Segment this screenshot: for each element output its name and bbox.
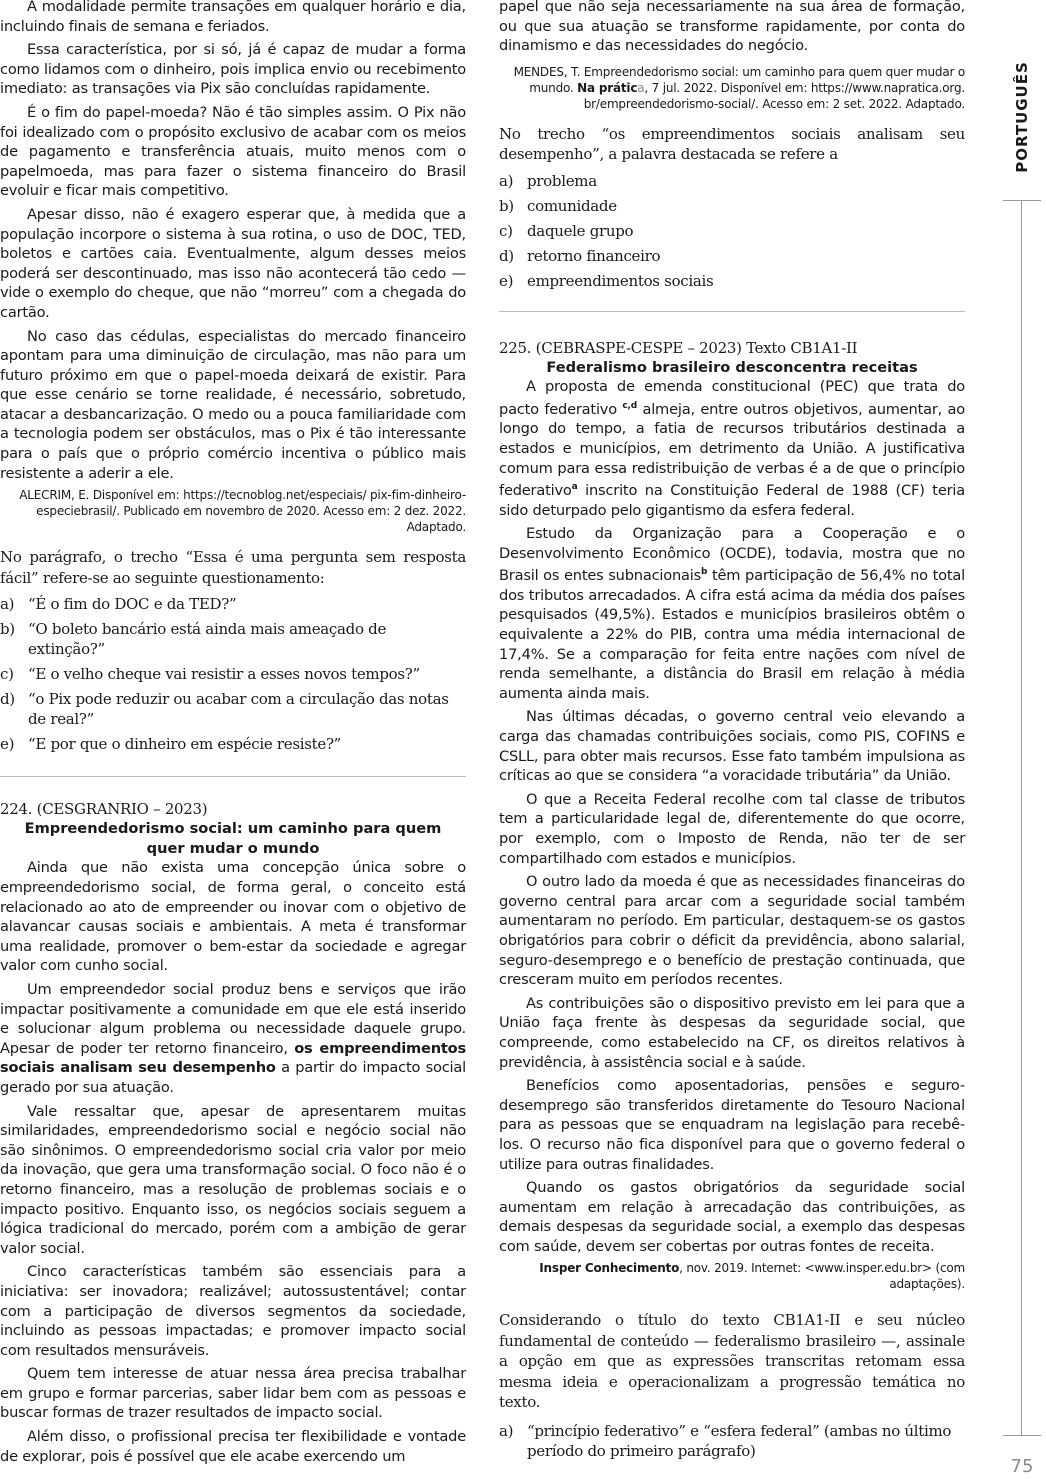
option-a[interactable]: a) problema bbox=[499, 171, 597, 190]
sidebar-divider bbox=[1003, 200, 1041, 201]
highlighted-phrase: os empreendimentos sociais analisam seu desempenho bbox=[0, 1039, 466, 1077]
paragraph: A modalidade permite transações em qualquer horário e dia, incluindo finais de semana e feriados. bbox=[0, 0, 466, 35]
paragraph: Um empreendedor social produz bens e serviços que irão impactar positivamente a comunidade em que ele está inserido e solucionar algum problema ou necessidade daquele grupo. Apesar de poder ter retorno financeiro, os empreendimentos sociais analisam seu desempenho a partir do impacto social gerado por sua atuação. bbox=[0, 981, 466, 1096]
paragraph: Cinco características também são essenciais para a iniciativa: ser inovadora; realizável; autossustentável; contar com a participação de diversos segmentos da sociedade, incluindo as pessoas impactadas; e promover impacto social com resultados mensuráveis. bbox=[0, 1263, 466, 1359]
question-stem: Considerando o título do texto CB1A1-II e seu núcleo fundamental de conteúdo — federalismo brasileiro —, assinale a opção em que as expressões transcritas retomam essa mesma ideia e operacionalizam a progressão temática no texto. bbox=[499, 1311, 965, 1412]
right-column bbox=[499, 0, 965, 1466]
paragraph: Apesar disso, não é exagero esperar que, à medida que a população incorpore o sistema à sua rotina, o uso de DOC, TED, boletos e cartões caia. Eventualmente, algum desses meios poderá ser descontinuado, mas isso não acontecerá tão cedo — vide o exemplo do cheque, que não “morreu” com a chegada do cartão. bbox=[0, 205, 466, 321]
answer-options bbox=[499, 171, 965, 291]
paragraph: As contribuições são o dispositivo previsto em lei para que a União faça frente às despesas da seguridade social, que compreende, como estabelecido na CF, os direitos relativos à previdência, à assistência social e à saúde. bbox=[499, 994, 965, 1071]
section-divider bbox=[499, 311, 965, 312]
option-e[interactable]: e) empreendimentos sociais bbox=[499, 271, 714, 290]
option-a[interactable]: a) “É o fim do DOC e da TED?” bbox=[0, 595, 237, 614]
text-title: Federalismo brasileiro desconcentra receitas bbox=[546, 358, 918, 376]
question-header: 224. (CESGRANRIO – 2023) bbox=[0, 800, 208, 819]
option-a[interactable]: a) “princípio federativo” e “esfera federal” (ambas no último período do primeiro parágrafo) bbox=[499, 1421, 952, 1460]
source-citation: ALECRIM, E. Disponível em: https://tecnoblog.net/especiais/ pix-fim-dinheiro-especiebrasil/. Publicado em novembro de 2020. Acesso em: 2 dez. 2022. Adaptado. bbox=[19, 488, 466, 535]
paragraph: O que a Receita Federal recolhe com tal classe de tributos tem a particularidade legal de, diferentemente do que ocorre, por exemplo, com o Imposto de Renda, não ter de ser compartilhado com estados e municípios. bbox=[499, 790, 965, 867]
paragraph: Benefícios como aposentadorias, pensões e seguro-desemprego são transferidos diretamente do Tesouro Nacional para as pessoas que se enquadram na legislação para recebê-los. O recurso não fica disponível para que o governo federal o utilize para outras finalidades. bbox=[499, 1077, 965, 1173]
question-header: 225. (CEBRASPE-CESPE – 2023) Texto CB1A1-II bbox=[499, 338, 858, 357]
option-b[interactable]: b) comunidade bbox=[499, 196, 617, 215]
sidebar-divider bbox=[1003, 1435, 1041, 1436]
section-label: PORTUGUÊS bbox=[1013, 61, 1031, 173]
page-number: 75 bbox=[1010, 1456, 1034, 1477]
option-c[interactable]: c) “E o velho cheque vai resistir a esses novos tempos?” bbox=[0, 665, 420, 684]
paragraph: papel que não seja necessariamente na sua área de formação, ou que sua atuação se transforme rapidamente, por conta do dinamismo e das necessidades do negócio. bbox=[499, 0, 965, 55]
question-stem: No parágrafo, o trecho “Essa é uma pergunta sem resposta fácil” refere-se ao seguinte questionamento: bbox=[0, 548, 466, 587]
answer-options bbox=[499, 1421, 965, 1461]
paragraph: Vale ressaltar que, apesar de apresentarem muitas similaridades, empreendedorismo social e negócio social não são sinônimos. O empreendedorismo social cria valor por meio da inovação, que gera uma transformação social. O foco não é o retorno financeiro, mas a resolução de problemas sociais e o impacto positivo. Enquanto isso, os negócios sociais seguem a lógica tradicional do mercado, porém com a ambição de gerar valor social. bbox=[0, 1102, 466, 1257]
paragraph: O outro lado da moeda é que as necessidades financeiras do governo central para arcar com a seguridade social também aumentaram no período. Em particular, destaquem-se os gastos obrigatórios para cobrir o déficit da previdência, abono salarial, seguro-desemprego e o benefício de prestação continuada, que cresceram muito em períodos recentes. bbox=[499, 873, 965, 989]
paragraph: Ainda que não exista uma concepção única sobre o empreendedorismo social, de forma geral, o conceito está relacionado ao ato de empreender ou inovar com o objetivo de alavancar causas sociais e ambientais. A meta é transformar uma realidade, promover o bem-estar da sociedade e agregar valor com cunho social. bbox=[0, 859, 466, 975]
source-citation: Insper Conhecimento, nov. 2019. Internet: <www.insper.edu.br> (com adaptações). bbox=[539, 1261, 965, 1292]
paragraph: Quem tem interesse de atuar nessa área precisa trabalhar em grupo e formar parcerias, saber lidar bem com as pessoas e buscar formas de trazer resultados de impacto social. bbox=[0, 1365, 466, 1422]
option-b[interactable]: b) “O boleto bancário está ainda mais ameaçado de extinção?” bbox=[0, 620, 387, 659]
section-divider bbox=[0, 776, 466, 777]
paragraph: Estudo da Organização para a Cooperação e o Desenvolvimento Econômico (OCDE), todavia, mostra que no Brasil os entes subnacionais$^b$ têm participação de 56,4% no total dos tributos arrecadados. A cifra está acima da média dos países pesquisados (49,5%). Estados e municípios brasileiros obtêm o equivalente a 22% do PIB, contra uma média internacional de 17,4%. Se a comparação for feita entre nações com nível de renda semelhante, a distância do Brasil em relação à média aumenta ainda mais. bbox=[499, 525, 965, 702]
option-d[interactable]: d) “o Pix pode reduzir ou acabar com a circulação das notas de real?” bbox=[0, 690, 449, 729]
paragraph: Além disso, o profissional precisa ter flexibilidade e vontade de explorar, pois é possível que ele acabe exercendo um bbox=[0, 1428, 466, 1465]
paragraph: Quando os gastos obrigatórios da seguridade social aumentam em relação à arrecadação das contribuições, as demais despesas da seguridade social, a exemplo das despesas com saúde, devem ser cobertas por outras fontes de receita. bbox=[499, 1179, 965, 1255]
paragraph: É o fim do papel-moeda? Não é tão simples assim. O Pix não foi idealizado com o propósito exclusivo de acabar com os meios de pagamento e transferência atuais, muito menos com o papelmoeda, mas para fazer o sistema financeiro do Brasil evoluir e ficar mais competitivo. bbox=[0, 103, 466, 200]
option-e[interactable]: e) “E por que o dinheiro em espécie resiste?” bbox=[0, 735, 342, 754]
paragraph: No caso das cédulas, especialistas do mercado financeiro apontam para uma diminuição de circulação, mas não para um futuro próximo em que o papel-moeda deixará de existir. Para que esse cenário se torne realidade, é necessário, sobretudo, atacar a desbancarização. O medo ou a pouca familiaridade com a tecnologia podem ser obstáculos, mas o Pix é tão interessante para o país que o próprio comércio incentiva o público mais resistente a aderir a ele. bbox=[0, 327, 466, 482]
sidebar-rule bbox=[1021, 200, 1022, 1436]
paragraph: Essa característica, por si só, já é capaz de mudar a forma como lidamos com o dinheiro, pois implica envio ou recebimento imediato: as transações via Pix são concluídas rapidamente. bbox=[0, 41, 466, 98]
option-d[interactable]: d) retorno financeiro bbox=[499, 246, 661, 265]
text-title: Empreendedorismo social: um caminho para quem quer mudar o mundo bbox=[24, 820, 442, 857]
left-column bbox=[0, 0, 466, 1470]
option-c[interactable]: c) daquele grupo bbox=[499, 221, 634, 240]
paragraph: Nas últimas décadas, o governo central veio elevando a carga das chamadas contribuições sociais, como PIS, COFINS e CSLL, para obter mais recursos. Esse fato também impulsiona as críticas ao que se considera “a voracidade tributária” da União. bbox=[499, 708, 965, 785]
paragraph: A proposta de emenda constitucional (PEC) que trata do pacto federativo $^{c,d}$ almeja, entre outros objetivos, aumentar, ao longo do tempo, a fatia de recursos tributários destinada a estados e municípios, em detrimento da União. A justificativa comum para essa redistribuição de verbas é a de que o princípio federativo$^a$ inscrito na Constituição Federal de 1988 (CF) teria sido deturpado pelo gigantismo da esfera federal. bbox=[499, 378, 965, 519]
answer-options bbox=[0, 594, 466, 754]
source-citation: MENDES, T. Empreendedorismo social: um caminho para quem quer mudar o mundo. Na prática, 7 jul. 2022. Disponível em: https://www.napratica.org. br/empreendedorismo-social/. Acesso em: 2 set. 2022. Adaptado. bbox=[513, 64, 965, 111]
question-stem: No trecho “os empreendimentos sociais analisam seu desempenho”, a palavra destacada se refere a bbox=[499, 124, 965, 164]
